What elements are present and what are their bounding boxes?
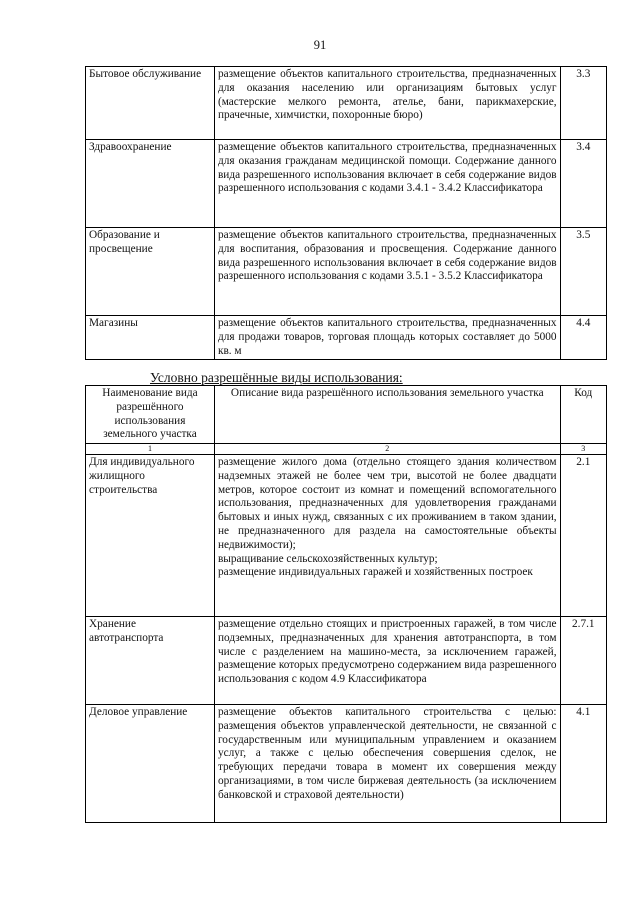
permitted-uses-table xyxy=(85,66,607,360)
table-row xyxy=(86,316,607,360)
conditional-uses-table xyxy=(85,385,607,823)
table-row xyxy=(86,455,607,617)
column-number: 2 xyxy=(214,444,560,455)
column-number: 1 xyxy=(86,444,215,455)
table-row xyxy=(86,140,607,228)
column-header-code: Код xyxy=(560,386,606,444)
column-number: 3 xyxy=(560,444,606,455)
table-row xyxy=(86,67,607,140)
column-header-description: Описание вида разрешённого использования земельного участка xyxy=(214,386,560,444)
use-code-cell: 3.4 xyxy=(560,140,606,228)
use-code-cell: 4.4 xyxy=(560,316,606,360)
section-title: Условно разрешённые виды использования: xyxy=(150,370,403,385)
column-header-name: Наименование вида разрешённого использования земельного участка xyxy=(86,386,215,444)
use-description-cell: размещение жилого дома (отдельно стоящего здания количеством надземных этажей не более чем три, высотой не более двадцати метров, которое состоит из комнат и помещений вспомогательного использования, предназначенных для удовлетворения гражданами бытовых и иных нужд, связанных с их проживанием в таком здании, не предназначенного для раздела на самостоятельные объекты недвижимости); выращивание сельскохозяйственных культур; размещение индивидуальных гаражей и хозяйственных построек xyxy=(214,455,560,617)
use-description-cell: размещение объектов капитального строительства, предназначенных для оказания населению или организациям бытовых услуг (мастерские мелкого ремонта, ателье, бани, парикмахерские, прачечные, химчистки, похоронные бюро) xyxy=(214,67,560,140)
use-name-cell: Для индивидуального жилищного строительства xyxy=(86,455,215,617)
use-name-cell: Здравоохранение xyxy=(86,140,215,228)
use-name-cell: Бытовое обслуживание xyxy=(86,67,215,140)
column-number-row xyxy=(86,444,607,455)
use-code-cell: 4.1 xyxy=(560,705,606,823)
use-name-cell: Хранение автотранспорта xyxy=(86,617,215,705)
use-description-cell: размещение объектов капитального строительства, предназначенных для воспитания, образования и просвещения. Содержание данного вида разрешенного использования включает в себя содержание видов разрешенного использования с кодами 3.5.1 - 3.5.2 Классификатора xyxy=(214,228,560,316)
use-description-cell: размещение объектов капитального строительства, предназначенных для продажи товаров, торговая площадь которых составляет до 5000 кв. м xyxy=(214,316,560,360)
table-header-row xyxy=(86,386,607,444)
use-code-cell: 3.3 xyxy=(560,67,606,140)
page-number: 91 xyxy=(313,38,327,52)
use-description-cell: размещение объектов капитального строительства с целью: размещения объектов управленческой деятельности, не связанной с государственным или муниципальным управлением и оказанием услуг, а также с целью обеспечения совершения сделок, не требующих передачи товара в момент их совершения между организациями, в том числе биржевая деятельность (за исключением банковской и страховой деятельности) xyxy=(214,705,560,823)
use-code-cell: 3.5 xyxy=(560,228,606,316)
table-row xyxy=(86,228,607,316)
use-name-cell: Деловое управление xyxy=(86,705,215,823)
use-code-cell: 2.1 xyxy=(560,455,606,617)
use-description-cell: размещение объектов капитального строительства, предназначенных для оказания гражданам медицинской помощи. Содержание данного вида разрешенного использования включает в себя содержание видов разрешенного использования с кодами 3.4.1 - 3.4.2 Классификатора xyxy=(214,140,560,228)
table-row xyxy=(86,705,607,823)
use-description-cell: размещение отдельно стоящих и пристроенных гаражей, в том числе подземных, предназначенных для хранения автотранспорта, в том числе с разделением на машино-места, за исключением гаражей, размещение которых предусмотрено содержанием вида разрешенного использования с кодом 4.9 Классификатора xyxy=(214,617,560,705)
use-code-cell: 2.7.1 xyxy=(560,617,606,705)
use-name-cell: Образование и просвещение xyxy=(86,228,215,316)
table-row xyxy=(86,617,607,705)
use-name-cell: Магазины xyxy=(86,316,215,360)
